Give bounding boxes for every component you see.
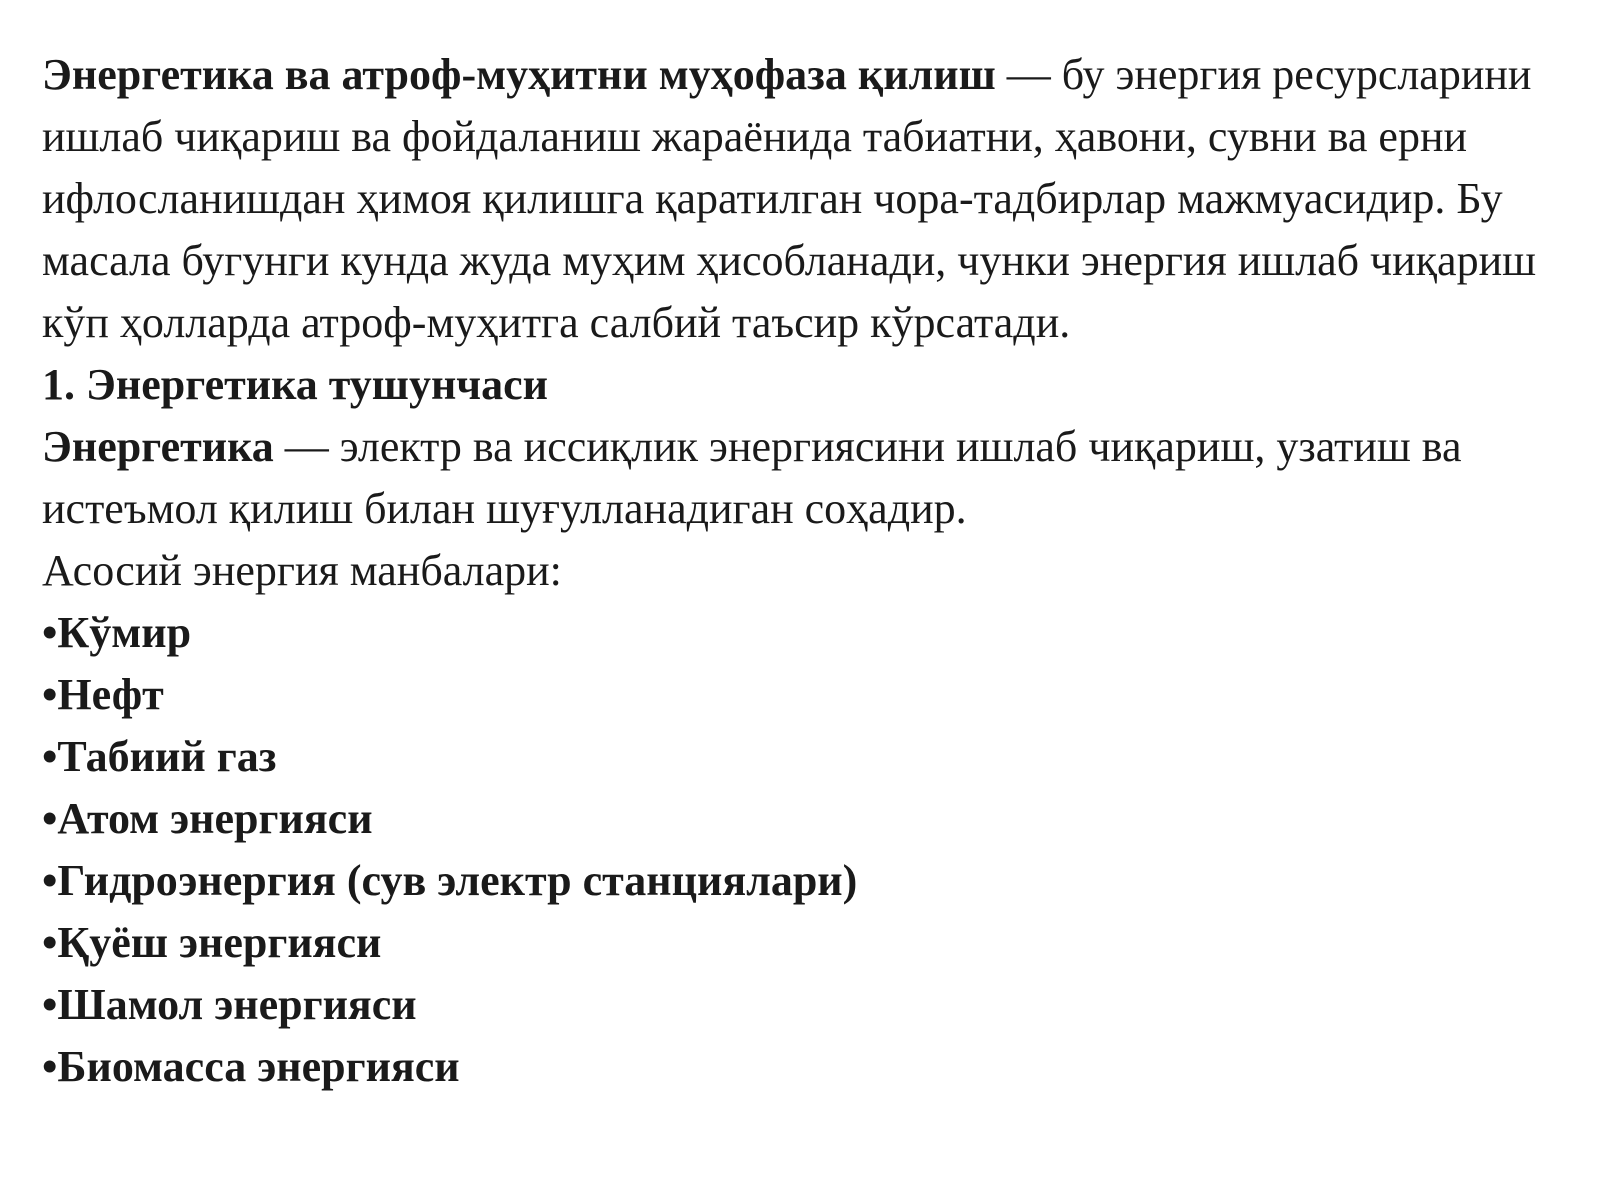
definition-paragraph: [42, 416, 1572, 540]
list-item: [42, 664, 1572, 726]
list-item-label: Қуёш энергияси: [57, 918, 382, 967]
bullet-icon: •: [42, 856, 58, 905]
list-item-label: Биомасса энергияси: [57, 1042, 460, 1091]
list-item: [42, 726, 1572, 788]
bullet-icon: •: [42, 608, 58, 657]
intro-paragraph: [42, 44, 1572, 354]
list-item: [42, 850, 1572, 912]
section-heading: 1. Энергетика тушунчаси: [42, 360, 548, 409]
bullet-icon: •: [42, 1042, 58, 1091]
intro-text: — бу энергия ресурсларини ишлаб чиқариш ва фойдаланиш жараёнида табиатни, ҳавони, сувни ва ерни ифлосланишдан ҳимоя қилишга қаратилган чора-тадбирлар мажмуасидир. Бу масала бугунги кунда жуда муҳим ҳисобланади, чунки энергия ишлаб чиқариш кўп ҳолларда атроф-муҳитга салбий таъсир кўрсатади.: [42, 50, 1537, 347]
list-item: [42, 1036, 1572, 1098]
bullet-icon: •: [42, 670, 58, 719]
energy-sources-list: [42, 602, 1572, 1098]
bullet-icon: •: [42, 980, 58, 1029]
list-item-label: Шамол энергияси: [57, 980, 417, 1029]
list-item: [42, 912, 1572, 974]
list-item-label: Атом энергияси: [57, 794, 373, 843]
document-body: [42, 44, 1572, 1098]
list-item: [42, 602, 1572, 664]
list-item-label: Табиий газ: [57, 732, 277, 781]
list-item-label: Нефт: [57, 670, 164, 719]
list-item-label: Гидроэнергия (сув электр станциялари): [57, 856, 858, 905]
definition-term: Энергетика: [42, 422, 274, 471]
bullet-icon: •: [42, 918, 58, 967]
list-item: [42, 974, 1572, 1036]
bullet-icon: •: [42, 732, 58, 781]
bullet-icon: •: [42, 794, 58, 843]
list-item: [42, 788, 1572, 850]
list-item-label: Кўмир: [57, 608, 192, 657]
list-intro: Асосий энергия манбалари:: [42, 546, 562, 595]
intro-term: Энергетика ва атроф-муҳитни муҳофаза қилиш: [42, 50, 996, 99]
definition-text: — электр ва иссиқлик энергиясини ишлаб чиқариш, узатиш ва истеъмол қилиш билан шуғулланадиган соҳадир.: [42, 422, 1462, 533]
